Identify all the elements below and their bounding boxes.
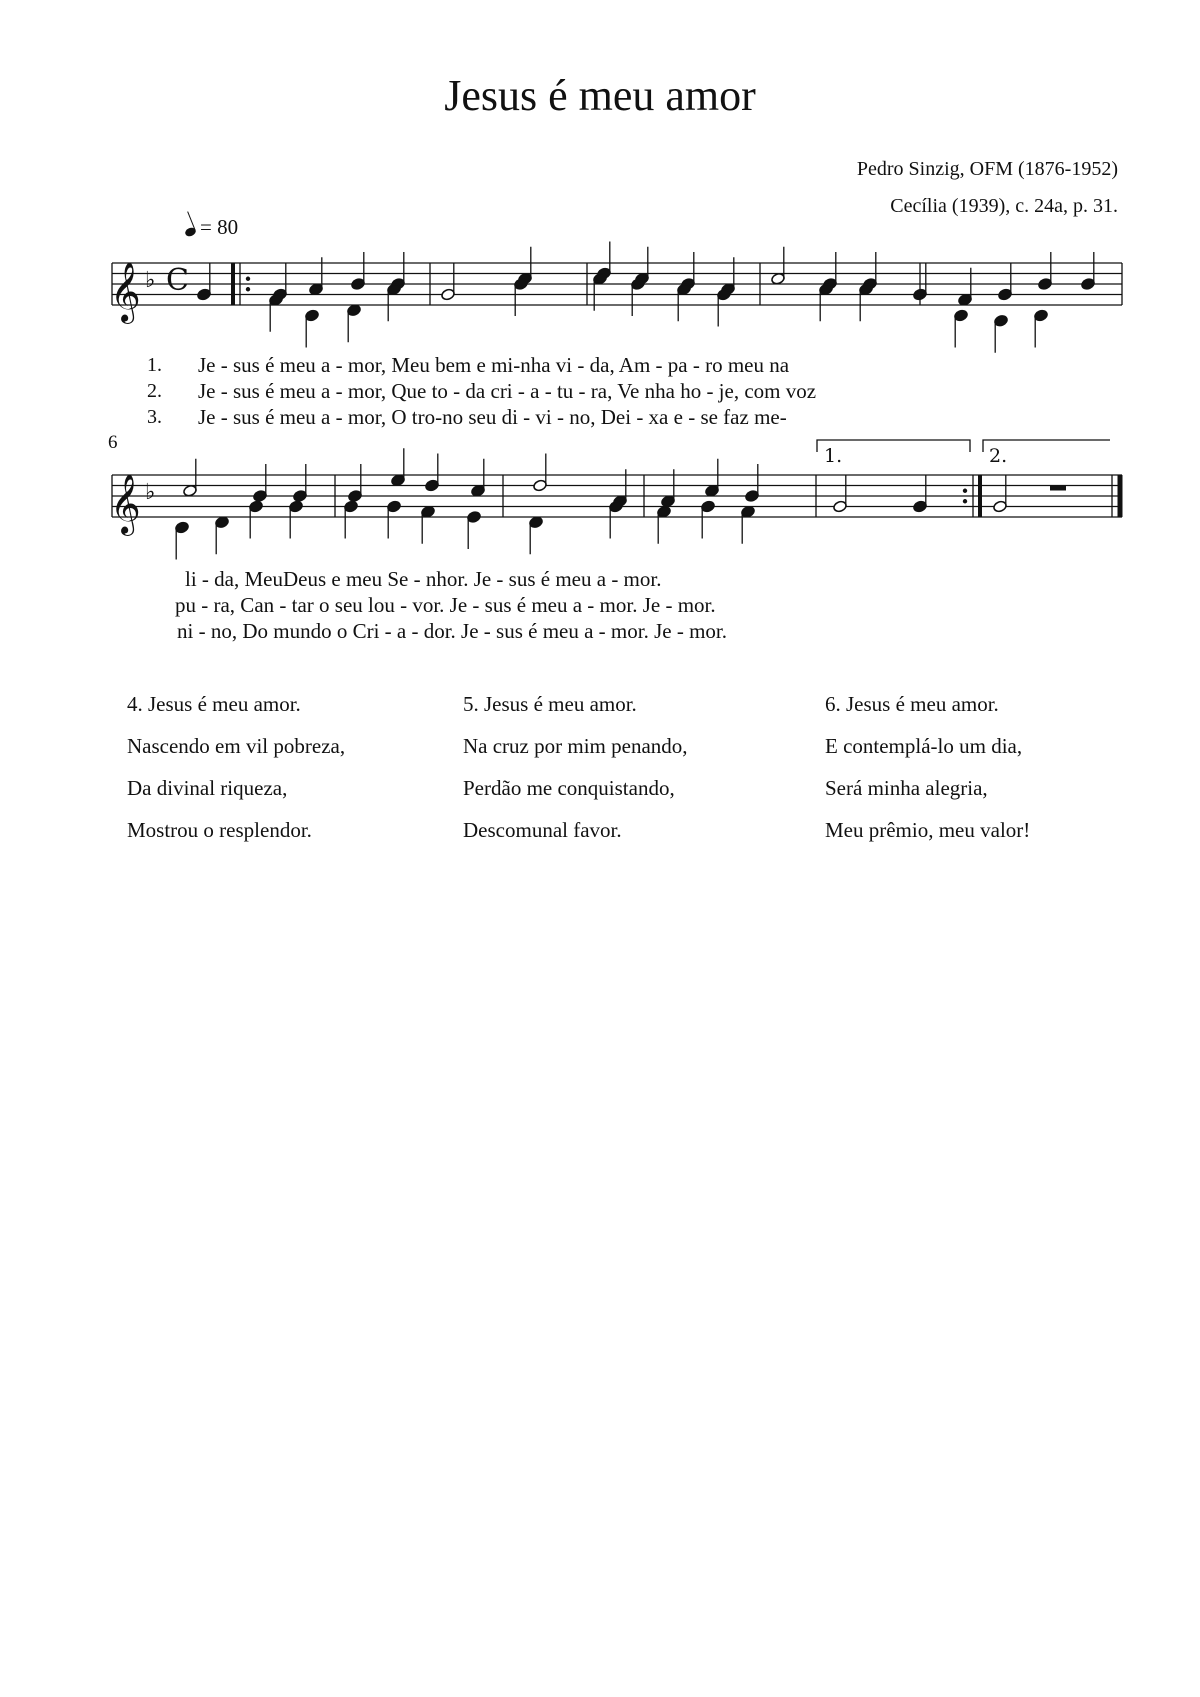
stanza-line: Meu prêmio, meu valor!	[825, 818, 1031, 842]
stanza-line: Da divinal riqueza,	[127, 776, 288, 800]
verse-number: 2.	[147, 380, 162, 402]
flat-icon: ♭	[145, 480, 156, 505]
lyric-line: Je - sus é meu a - mor, Meu bem e mi-nha vi - da, Am - pa - ro meu na	[198, 353, 790, 377]
volta-label: 2.	[989, 445, 1008, 467]
repeat-dot	[246, 277, 250, 281]
stanza-line: 6. Jesus é meu amor.	[825, 692, 999, 716]
lyric-line: Je - sus é meu a - mor, O tro-no seu di - vi - no, Dei - xa e - se faz me-	[198, 405, 787, 429]
stanza-4	[127, 692, 345, 860]
music-notation	[0, 0, 1200, 640]
stanza-6	[825, 692, 1030, 860]
volta-label: 1.	[824, 445, 843, 467]
treble-clef-icon: 𝄞	[110, 262, 141, 322]
stanza-line: Será minha alegria,	[825, 776, 988, 800]
flat-icon: ♭	[145, 268, 156, 293]
lyric-line: Je - sus é meu a - mor, Que to - da cri - a - tu - ra, Ve nha ho - je, com voz	[198, 379, 817, 403]
stanza-line: Perdão me conquistando,	[463, 776, 675, 800]
composer-credit: Pedro Sinzig, OFM (1876-1952)	[856, 158, 1118, 180]
repeat-dot	[963, 489, 967, 493]
verse-number: 1.	[147, 354, 162, 376]
time-signature: C	[166, 263, 189, 298]
source-credit: Cecília (1939), c. 24a, p. 31.	[890, 195, 1118, 217]
lyric-line: li - da, MeuDeus e meu Se - nhor. Je - sus é meu a - mor.	[185, 567, 662, 591]
tempo-value: = 80	[200, 215, 239, 239]
verse-number: 3.	[147, 406, 162, 428]
lyric-line: ni - no, Do mundo o Cri - a - dor. Je - sus é meu a - mor. Je - mor.	[177, 619, 727, 643]
measure-number: 6	[108, 432, 118, 453]
lyric-line: pu - ra, Can - tar o seu lou - vor. Je - sus é meu a - mor. Je - mor.	[175, 593, 716, 617]
stanza-line: E contemplá-lo um dia,	[825, 734, 1023, 758]
treble-clef-icon: 𝄞	[110, 474, 141, 534]
stanza-line: Descomunal favor.	[463, 818, 622, 842]
stanza-line: Nascendo em vil pobreza,	[127, 734, 346, 758]
stanza-line: Mostrou o resplendor.	[127, 818, 312, 842]
stanza-line: Na cruz por mim penando,	[463, 734, 688, 758]
rest-icon	[1050, 486, 1066, 491]
stanza-5	[463, 692, 688, 860]
page-title: Jesus é meu amor	[444, 71, 756, 120]
stanza-line: 5. Jesus é meu amor.	[463, 692, 637, 716]
repeat-dot	[246, 287, 250, 291]
repeat-dot	[963, 499, 967, 503]
stanza-line: 4. Jesus é meu amor.	[127, 692, 301, 716]
